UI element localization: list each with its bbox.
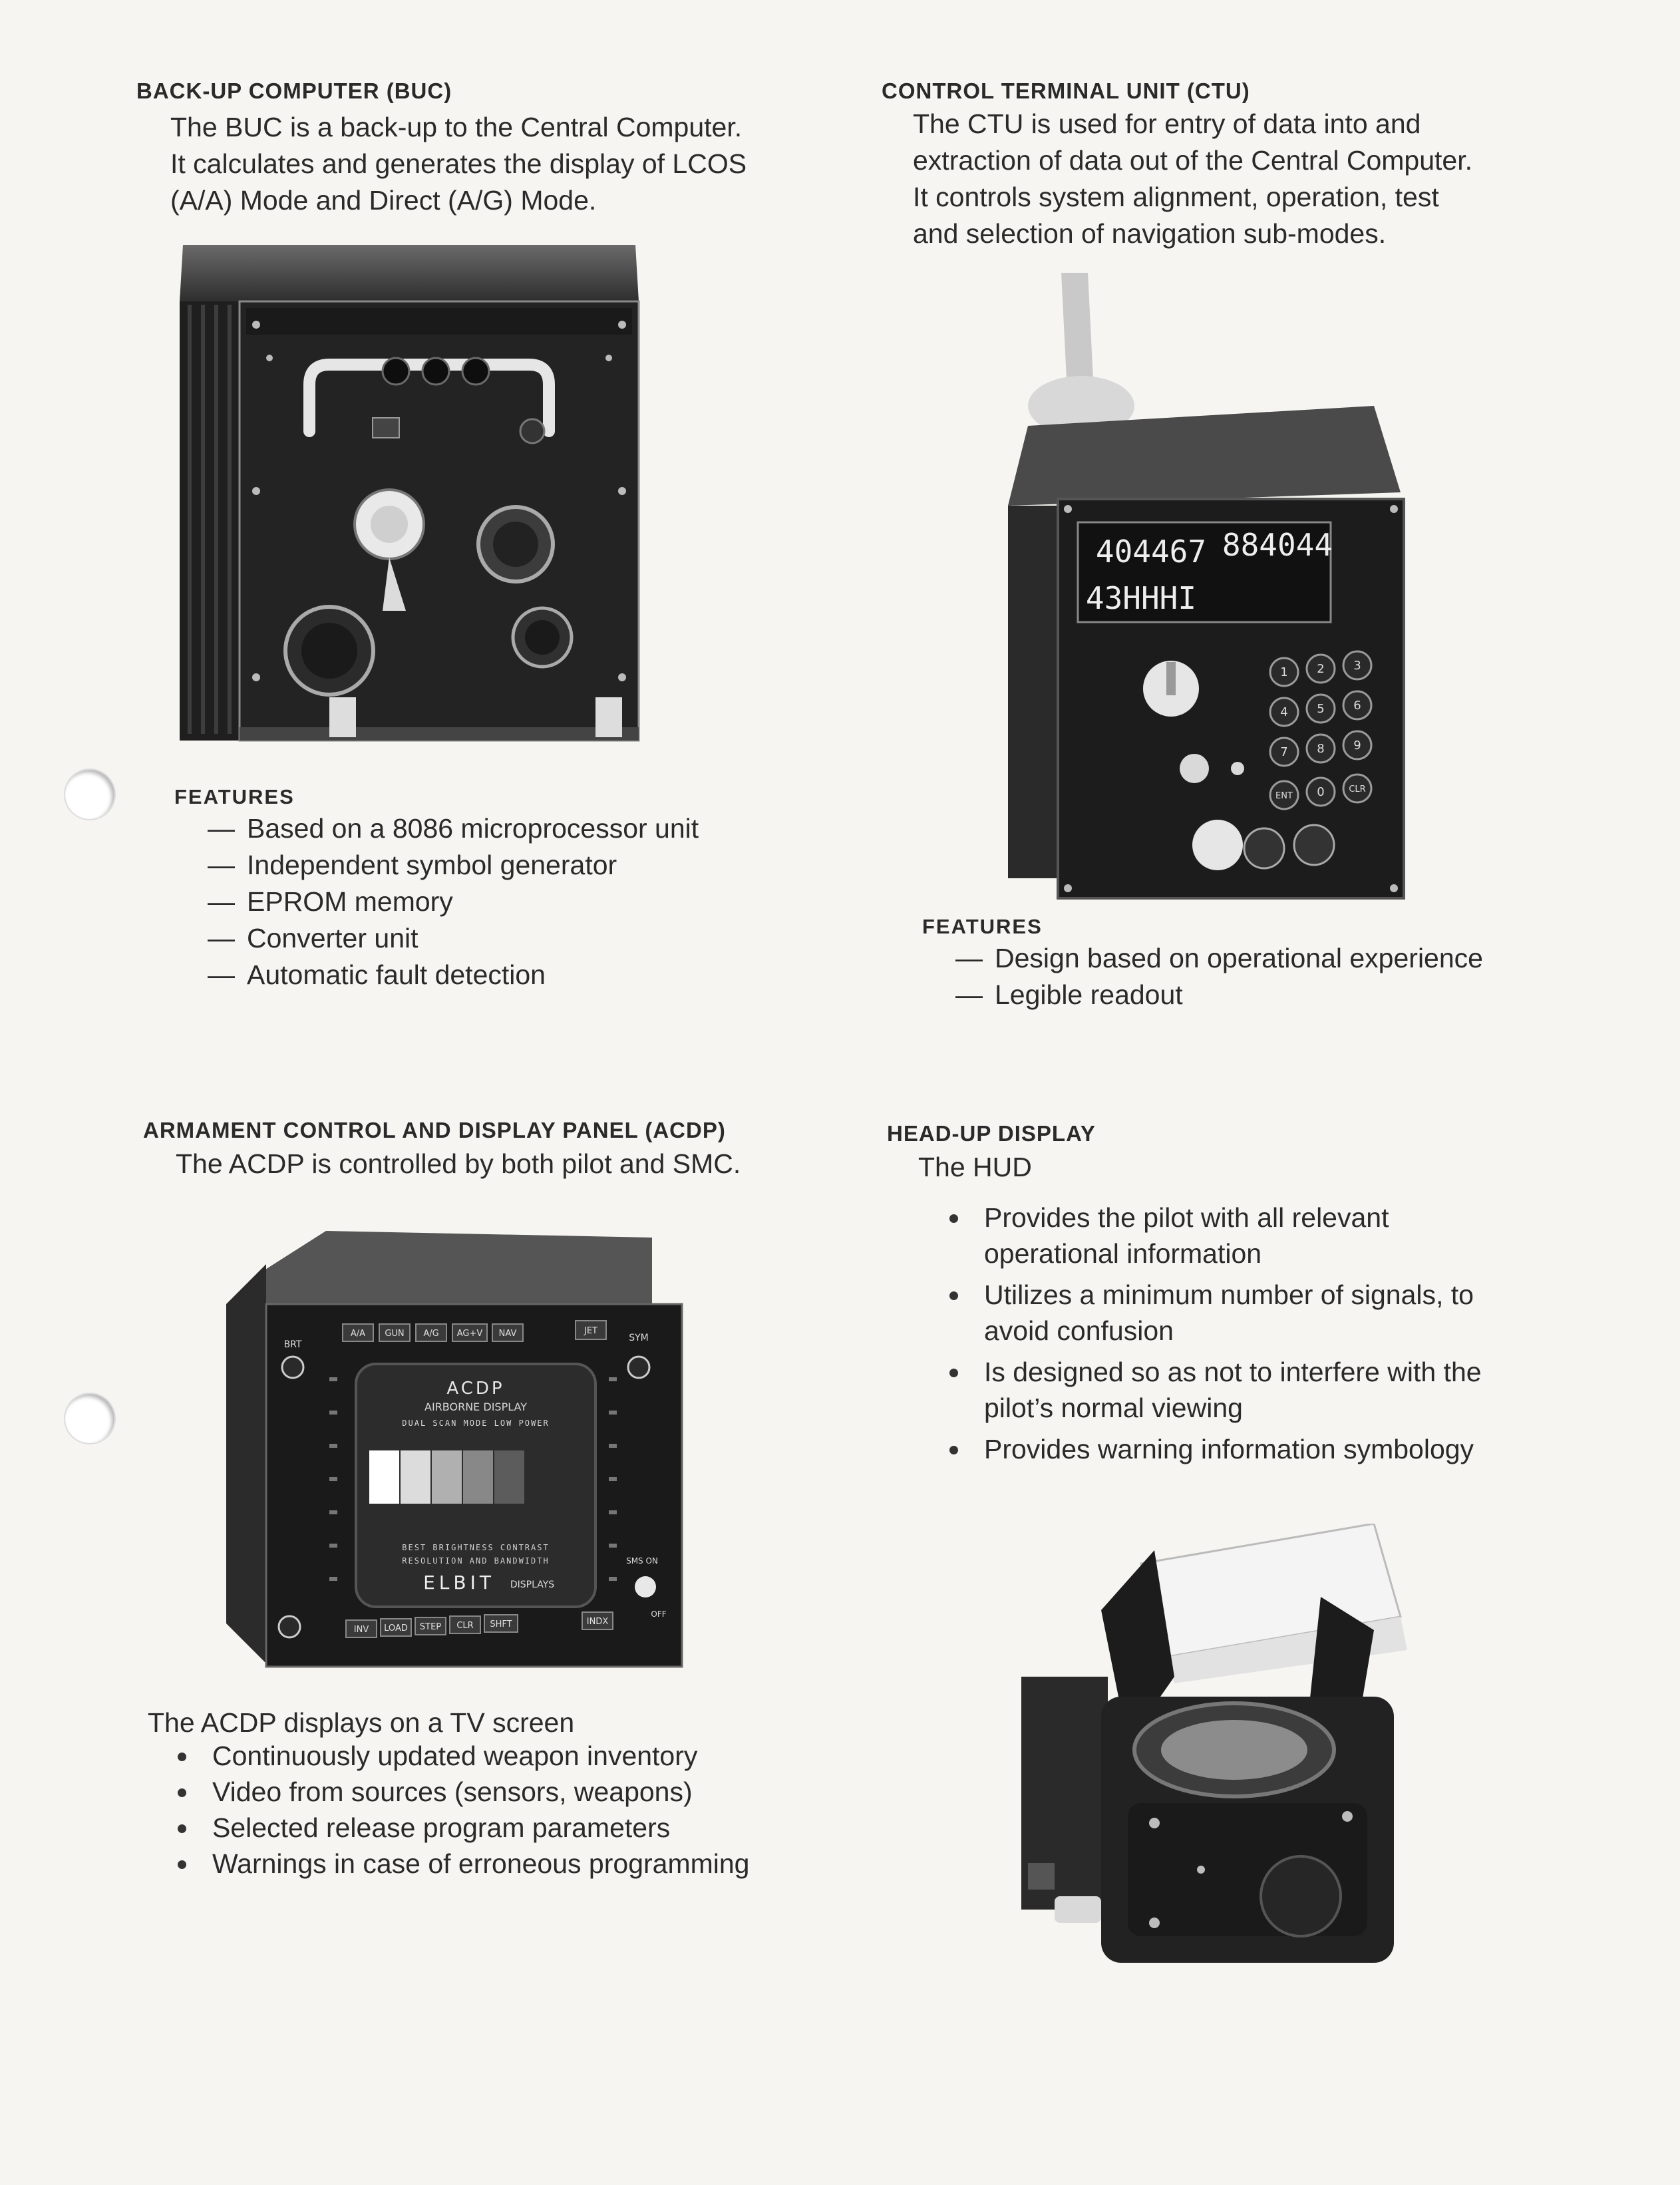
acdp-top-button: AG+V	[456, 1329, 483, 1339]
buc-heading: BACK-UP COMPUTER (BUC)	[136, 79, 452, 103]
keypad-key: 2	[1317, 662, 1325, 676]
acdp-description: The ACDP is controlled by both pilot and SMC.	[176, 1148, 741, 1179]
ctu-photo	[1001, 273, 1414, 912]
hud-heading: HEAD-UP DISPLAY	[887, 1121, 1096, 1146]
acdp-gray-bars	[369, 1450, 524, 1504]
list-item: — Legible readout	[955, 977, 1483, 1013]
acdp-screen-title: ACDP	[446, 1379, 505, 1399]
keypad-key: 6	[1353, 699, 1361, 713]
buc-description-line: It calculates and generates the display of LCOS	[170, 148, 747, 179]
acdp-sms-on-label: SMS ON	[626, 1556, 658, 1566]
list-item: Continuously updated weapon inventory	[176, 1738, 749, 1774]
punch-hole-lower	[65, 1394, 114, 1443]
keypad-key: CLR	[1349, 784, 1366, 794]
buc-description-line: The BUC is a back-up to the Central Computer.	[170, 112, 743, 142]
ctu-features-list	[955, 940, 1483, 1013]
buc-features-list	[208, 810, 699, 993]
buc-description	[170, 109, 836, 219]
keypad-key: 9	[1353, 739, 1361, 753]
ctu-description-line: and selection of navigation sub-modes.	[913, 218, 1387, 249]
list-item: Selected release program parameters	[176, 1810, 749, 1846]
ctu-heading: CONTROL TERMINAL UNIT (CTU)	[882, 79, 1250, 103]
keypad-key: 7	[1280, 745, 1288, 759]
buc-description-line: (A/A) Mode and Direct (A/G) Mode.	[170, 185, 597, 216]
list-item-line: pilot’s normal viewing	[984, 1393, 1243, 1423]
acdp-photo	[226, 1224, 692, 1677]
acdp-bottom-button: SHFT	[490, 1619, 512, 1629]
acdp-heading: ARMAMENT CONTROL AND DISPLAY PANEL (ACDP)	[143, 1118, 726, 1142]
hud-features-list	[948, 1200, 1613, 1472]
acdp-sym-label: SYM	[629, 1333, 649, 1343]
list-item-line: Is designed so as not to interfere with the	[984, 1357, 1482, 1387]
keypad-key: 1	[1280, 665, 1288, 679]
keypad-key: 3	[1353, 659, 1361, 673]
acdp-bottom-button: STEP	[419, 1622, 442, 1632]
acdp-brt-label: BRT	[283, 1339, 302, 1350]
list-item	[948, 1277, 1613, 1349]
acdp-top-button: JET	[584, 1326, 597, 1336]
acdp-screen-brand-sub: DISPLAYS	[510, 1580, 555, 1590]
list-item-line: operational information	[984, 1238, 1262, 1269]
hud-intro: The HUD	[918, 1152, 1032, 1182]
acdp-screen-sub1: AIRBORNE DISPLAY	[424, 1401, 527, 1413]
keypad-key: 0	[1317, 785, 1325, 799]
keypad-key: 8	[1317, 742, 1325, 756]
list-item: — Based on a 8086 microprocessor unit	[208, 810, 699, 847]
list-item: — Automatic fault detection	[208, 957, 699, 993]
list-item	[948, 1354, 1613, 1426]
buc-features-title: FEATURES	[174, 785, 295, 808]
list-item: — EPROM memory	[208, 884, 699, 920]
ctu-description-line: extraction of data out of the Central Computer.	[913, 145, 1472, 176]
acdp-top-button: A/G	[423, 1329, 439, 1339]
punch-hole-upper	[65, 770, 114, 819]
ctu-description-line: The CTU is used for entry of data into and	[913, 108, 1421, 139]
list-item-line: avoid confusion	[984, 1315, 1174, 1346]
ctu-display-line1-left: 404467	[1095, 534, 1207, 570]
acdp-screen-note2: RESOLUTION AND BANDWIDTH	[402, 1556, 550, 1566]
ctu-features-title: FEATURES	[922, 915, 1043, 938]
ctu-display-line1-right: 884044	[1222, 527, 1333, 563]
keypad-key: 5	[1317, 702, 1325, 716]
keypad-key: ENT	[1275, 791, 1293, 801]
buc-photo	[170, 238, 649, 770]
list-item: Video from sources (sensors, weapons)	[176, 1774, 749, 1810]
acdp-bottom-button: CLR	[456, 1621, 474, 1631]
list-item: — Independent symbol generator	[208, 847, 699, 884]
acdp-top-button: A/A	[350, 1329, 366, 1339]
acdp-screen-sub2: DUAL SCAN MODE LOW POWER	[402, 1419, 550, 1428]
acdp-display-list	[176, 1738, 749, 1882]
keypad-key: 4	[1280, 705, 1288, 719]
acdp-top-button: NAV	[498, 1329, 517, 1339]
acdp-screen-brand: ELBIT	[423, 1572, 495, 1594]
list-item: Warnings in case of erroneous programming	[176, 1846, 749, 1882]
acdp-off-label: OFF	[651, 1609, 667, 1619]
list-item: — Design based on operational experience	[955, 940, 1483, 977]
list-item	[948, 1200, 1613, 1271]
acdp-bottom-button: LOAD	[384, 1623, 408, 1633]
list-item	[948, 1431, 1613, 1467]
hud-photo	[1001, 1524, 1460, 1976]
acdp-bottom-button: INV	[353, 1625, 369, 1635]
acdp-screen-note1: BEST BRIGHTNESS CONTRAST	[402, 1543, 550, 1552]
acdp-bottom-button: INDX	[586, 1617, 609, 1627]
ctu-description-line: It controls system alignment, operation, test	[913, 182, 1439, 212]
list-item-line: Provides warning information symbology	[984, 1434, 1474, 1464]
acdp-display-intro: The ACDP displays on a TV screen	[148, 1707, 575, 1738]
ctu-description	[913, 106, 1645, 252]
ctu-display-line2: 43HHHI	[1085, 580, 1197, 616]
list-item-line: Utilizes a minimum number of signals, to	[984, 1279, 1474, 1310]
list-item-line: Provides the pilot with all relevant	[984, 1202, 1389, 1233]
acdp-top-button: GUN	[385, 1329, 405, 1339]
list-item: — Converter unit	[208, 920, 699, 957]
